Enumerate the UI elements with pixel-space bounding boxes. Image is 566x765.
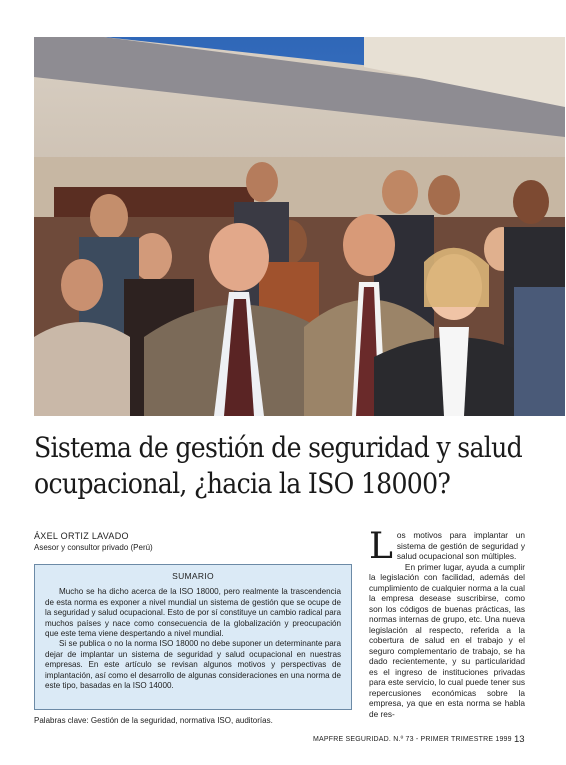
body-paragraph [369,526,525,567]
group-photo [34,37,565,416]
summary-paragraph: Si se publica o no la norma ISO 18000 no debe suponer un determinante para dejar de implantar un sistema de seguridad y salud ocupacional en nuestras empresas. En este artículo se revisan algunos motivos y perspectivas de implantación, así como el desarrollo de algunas consideraciones en una norma de este tipo, basadas en la ISO 14000. [45,639,341,691]
author-name: ÁXEL ORTIZ LAVADO [34,531,129,541]
summary-heading: SUMARIO [172,571,214,581]
page-number: 13 [514,734,525,745]
summary-box [34,564,352,710]
body-paragraph: En primer lugar, ayuda a cumplir la legislación con facilidad, además del cumplimiento de cualquier norma a la cual la empresa desease suscribirse, como son los códigos de buenas prácticas, las normas internas de grupo, etc. Una nueva legislación al respecto, referida a la cobertura de salud en el trabajo y el seguro complementario de trabajo, se ha dado recientemente, y su particularidad es el ingreso de instituciones privadas para este servicio, lo cual puede tener sus repercusiones económicas sobre la empresa, ya que en esta norma se habla de res- [369,561,525,719]
author-role: Asesor y consultor privado (Perú) [34,543,153,552]
body-paragraph-text: os motivos para implantar un sistema de gestión de seguridad y salud ocupacional son múltiples. [396,530,525,561]
article-title: Sistema de gestión de seguridad y salud ocupacional, ¿hacia la ISO 18000? [34,431,523,500]
author-block [34,531,153,553]
drop-cap: L [369,526,393,567]
summary-paragraph: Mucho se ha dicho acerca de la ISO 18000, pero realmente la trascendencia de esta norma es exponer a nivel mundial un sistema de gestión que se ocupe de la seguridad y salud ocupacional. Esto de por sí constituye un cambio radical para muchos países y nace como consecuencia de la globalización y preocupación que este tema viene despertando a nivel mundial. [45,587,341,639]
group-photo-illustration [34,37,565,416]
keywords: Palabras clave: Gestión de la seguridad, normativa ISO, auditorías. [34,716,273,725]
publication-footer: MAPFRE SEGURIDAD. N.º 73 - PRIMER TRIMESTRE 1999 [313,736,512,743]
body-column [369,526,525,719]
